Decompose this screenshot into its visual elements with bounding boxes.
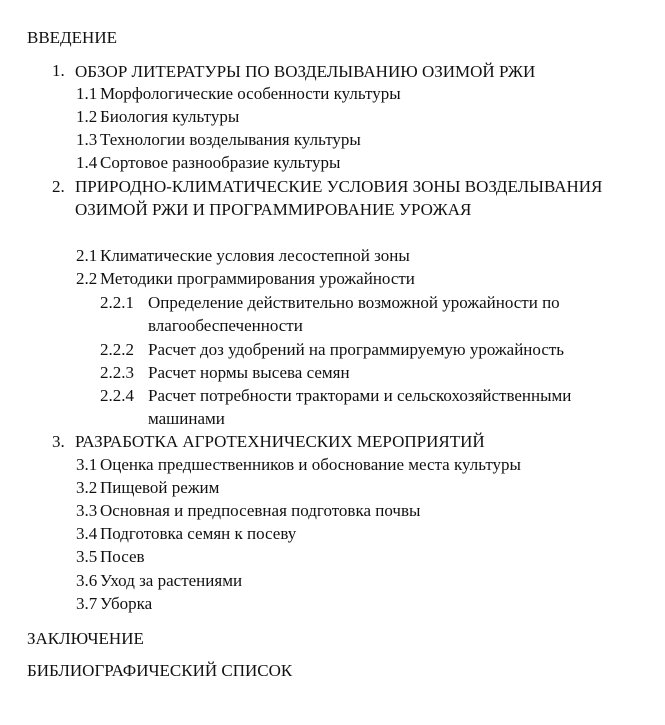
section-1-2 bbox=[76, 107, 239, 127]
section-title: Оценка предшественников и обоснование места культуры bbox=[100, 455, 521, 474]
section-number: 1.2 bbox=[76, 107, 98, 126]
section-3-4 bbox=[76, 524, 296, 544]
toc-intro: ВВЕДЕНИЕ bbox=[27, 28, 117, 47]
section-number: 3.6 bbox=[76, 571, 98, 590]
section-3-1 bbox=[76, 455, 521, 475]
section-title: Климатические условия лесостепной зоны bbox=[100, 246, 410, 265]
section-number: 2.2 bbox=[76, 269, 98, 288]
chapter-3-number: 3. bbox=[52, 432, 65, 451]
subsection-2-2-3-title: Расчет нормы высева семян bbox=[148, 363, 350, 382]
subsection-2-2-3-number: 2.2.3 bbox=[100, 363, 134, 382]
section-2-2 bbox=[76, 269, 415, 289]
section-1-4 bbox=[76, 153, 340, 173]
subsection-2-2-4-number: 2.2.4 bbox=[100, 386, 134, 405]
toc-bibliography: БИБЛИОГРАФИЧЕСКИЙ СПИСОК bbox=[27, 661, 293, 680]
section-title: Морфологические особенности культуры bbox=[100, 84, 401, 103]
section-title: Сортовое разнообразие культуры bbox=[100, 153, 341, 172]
chapter-1-number: 1. bbox=[52, 61, 65, 80]
section-3-5 bbox=[76, 547, 145, 567]
section-title: Методики программирования урожайности bbox=[100, 269, 415, 288]
section-number: 3.5 bbox=[76, 547, 98, 566]
section-number: 2.1 bbox=[76, 246, 98, 265]
section-title: Биология культуры bbox=[100, 107, 240, 126]
section-title: Уборка bbox=[100, 594, 153, 613]
subsection-2-2-4-title: Расчет потребности тракторами и сельскохозяйственными машинами bbox=[148, 386, 572, 429]
section-number: 1.4 bbox=[76, 153, 98, 172]
section-title: Посев bbox=[100, 547, 145, 566]
subsection-2-2-1-title: Определение действительно возможной урожайности по влагообеспеченности bbox=[148, 293, 560, 336]
section-3-2 bbox=[76, 478, 219, 498]
subsection-2-2-1-number: 2.2.1 bbox=[100, 293, 134, 312]
subsection-2-2-2-title: Расчет доз удобрений на программируемую урожайность bbox=[148, 340, 565, 359]
section-3-3 bbox=[76, 501, 420, 521]
toc-conclusion: ЗАКЛЮЧЕНИЕ bbox=[27, 629, 144, 648]
section-number: 3.2 bbox=[76, 478, 98, 497]
chapter-2-title: ПРИРОДНО-КЛИМАТИЧЕСКИЕ УСЛОВИЯ ЗОНЫ ВОЗДЕЛЫВАНИЯ ОЗИМОЙ РЖИ И ПРОГРАММИРОВАНИЕ УРОЖАЯ bbox=[75, 177, 603, 220]
section-1-1 bbox=[76, 84, 401, 104]
section-title: Пищевой режим bbox=[100, 478, 220, 497]
section-title: Основная и предпосевная подготовка почвы bbox=[100, 501, 421, 520]
section-2-1 bbox=[76, 246, 410, 266]
section-1-3 bbox=[76, 130, 361, 150]
section-3-6 bbox=[76, 571, 242, 591]
section-number: 3.1 bbox=[76, 455, 98, 474]
section-number: 3.4 bbox=[76, 524, 98, 543]
section-number: 3.7 bbox=[76, 594, 98, 613]
section-number: 1.3 bbox=[76, 130, 98, 149]
subsection-2-2-2-number: 2.2.2 bbox=[100, 340, 134, 359]
section-title: Уход за растениями bbox=[100, 571, 243, 590]
section-title: Подготовка семян к посеву bbox=[100, 524, 297, 543]
chapter-2-number: 2. bbox=[52, 177, 65, 196]
chapter-1-title: ОБЗОР ЛИТЕРАТУРЫ ПО ВОЗДЕЛЫВАНИЮ ОЗИМОЙ РЖИ bbox=[75, 62, 536, 81]
section-3-7 bbox=[76, 594, 152, 614]
section-number: 1.1 bbox=[76, 84, 98, 103]
chapter-3-title: РАЗРАБОТКА АГРОТЕХНИЧЕСКИХ МЕРОПРИЯТИЙ bbox=[75, 432, 485, 451]
section-title: Технологии возделывания культуры bbox=[100, 130, 361, 149]
section-number: 3.3 bbox=[76, 501, 98, 520]
